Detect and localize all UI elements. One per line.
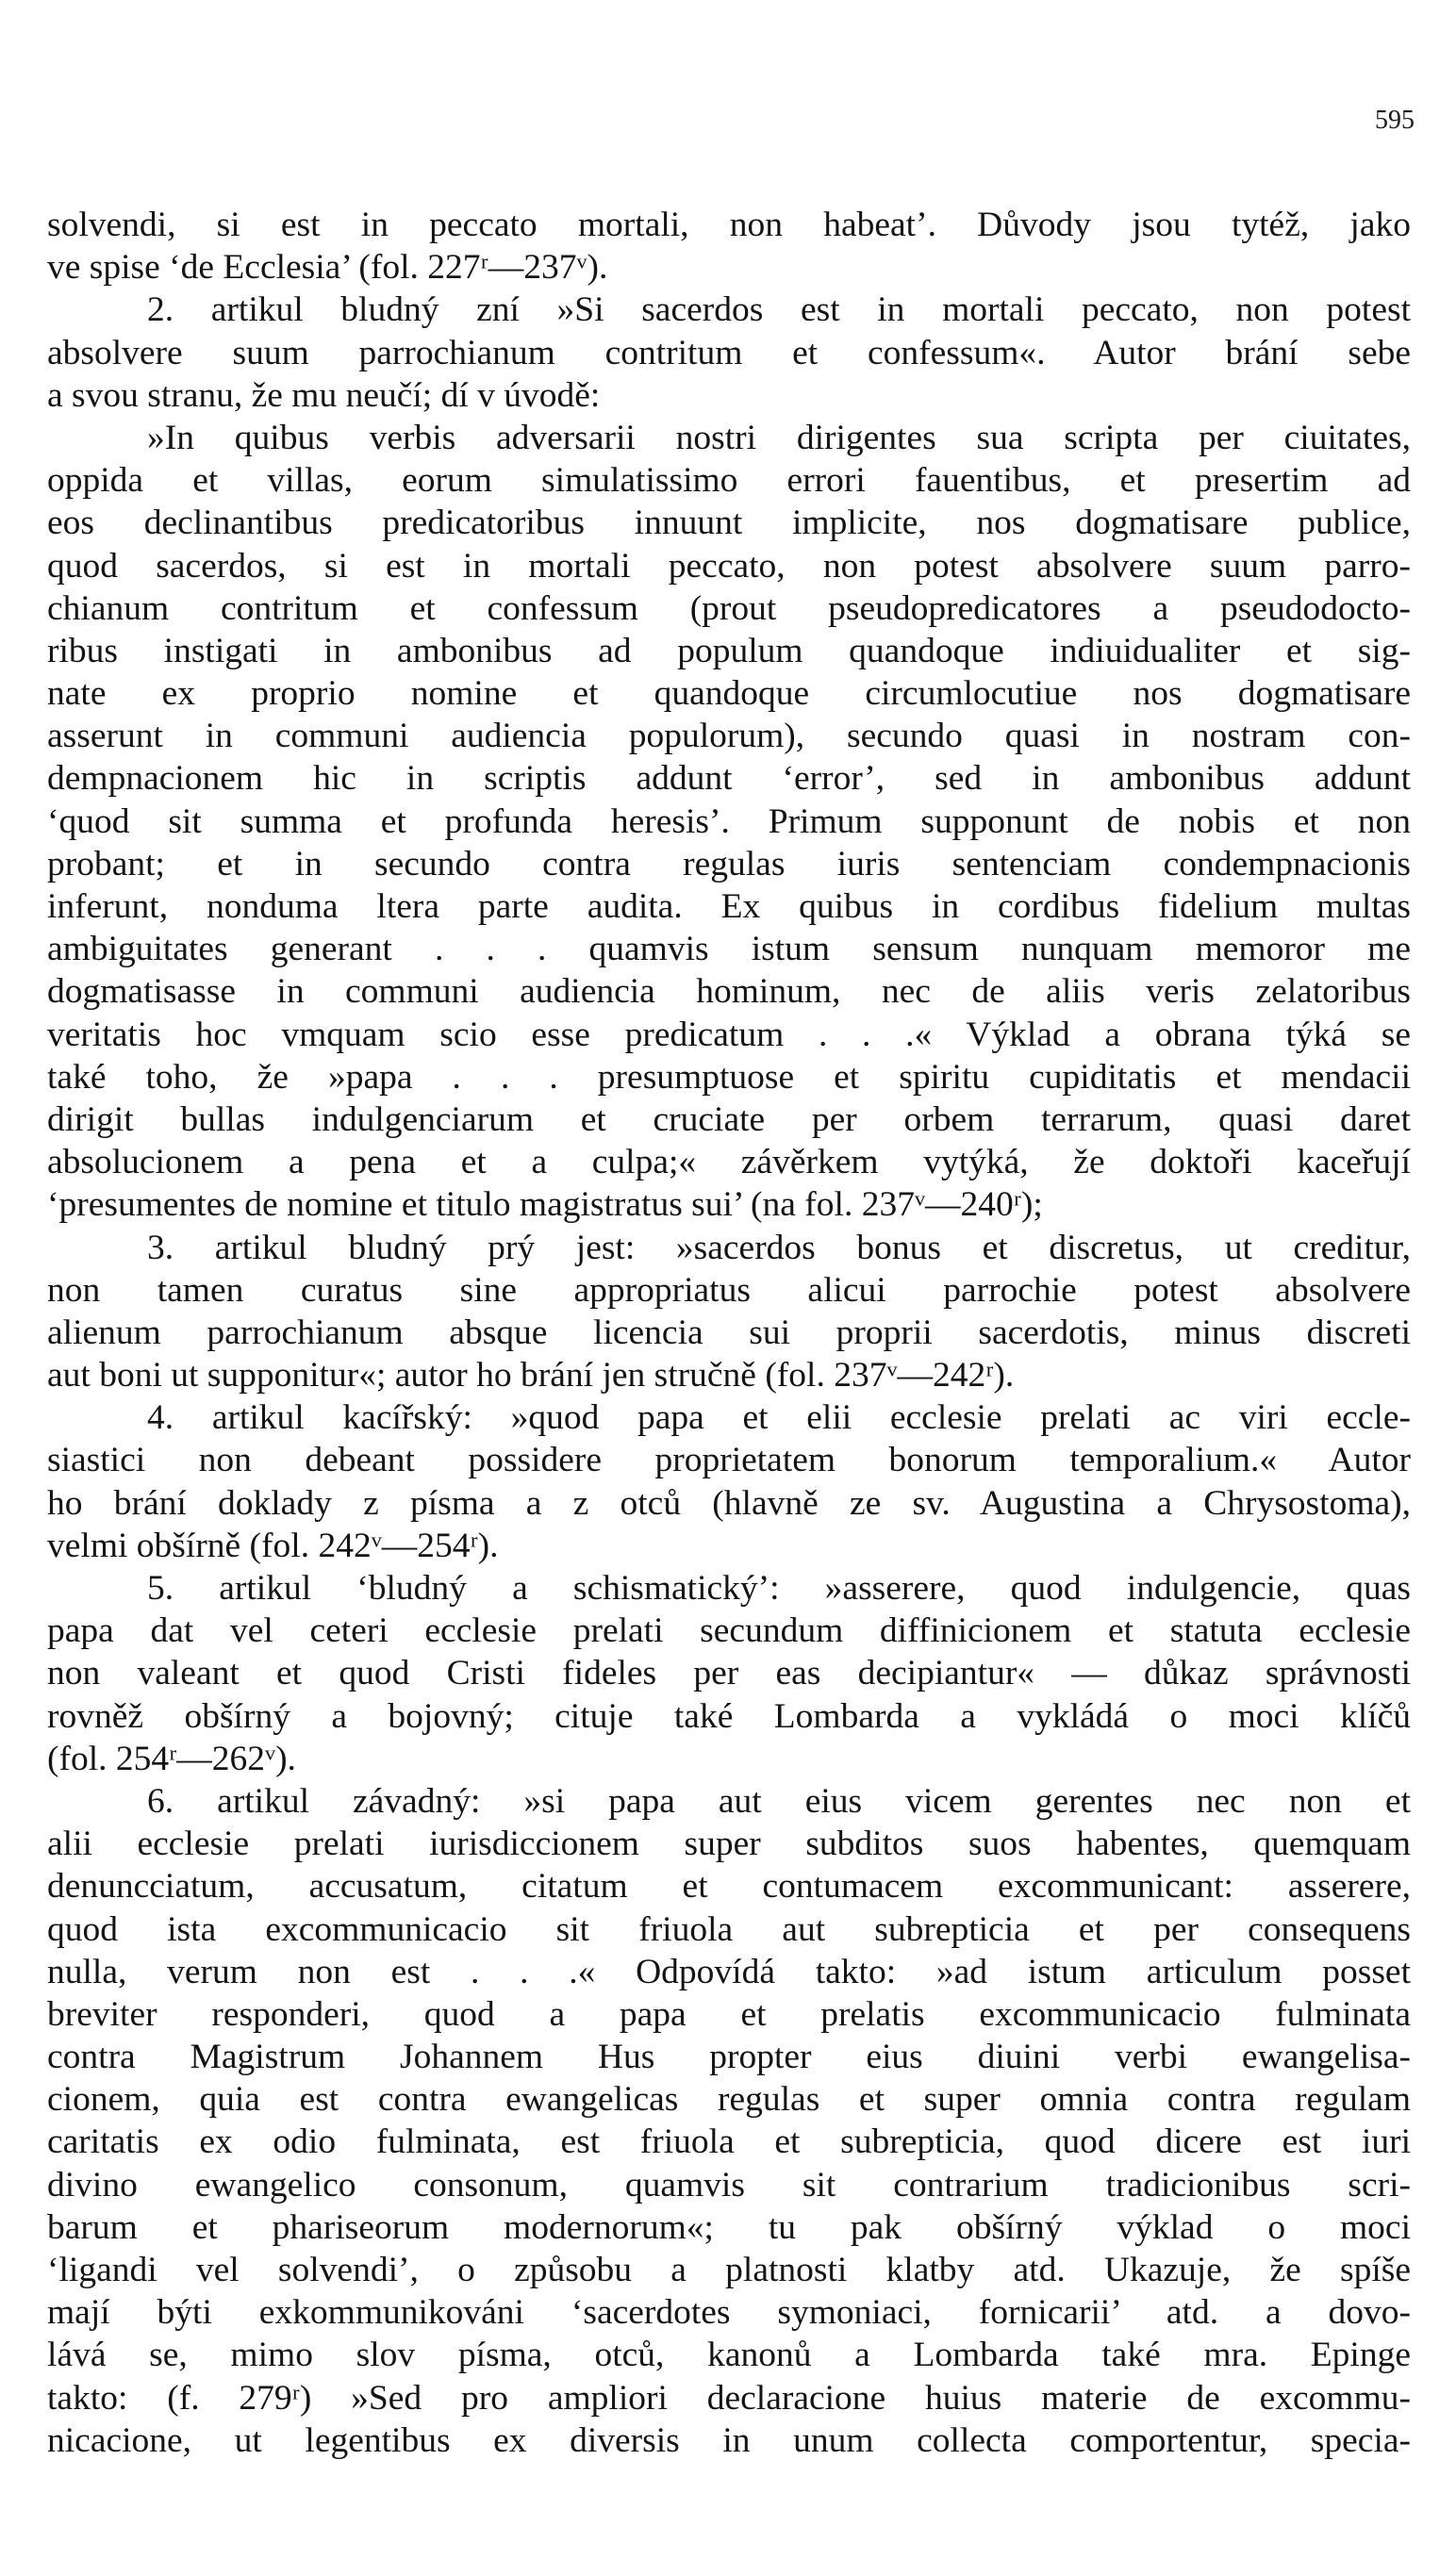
text-line: nulla, verum non est . . .« Odpovídá takto: »ad istum articulum posset (47, 1952, 1411, 1991)
text-line: ambiguitates generant . . . quamvis istum sensum nunquam memoror me (47, 930, 1411, 969)
text-line: (fol. 254ʳ—262ᵛ). (47, 1739, 296, 1778)
text-line: aut boni ut supponitur«; autor ho brání jen stručně (fol. 237ᵛ—242ʳ). (47, 1356, 1015, 1395)
text-line: 6. artikul závadný: »si papa aut eius vicem gerentes nec non et (147, 1781, 1411, 1821)
text-line: takto: (f. 279ʳ) »Sed pro ampliori declaracione huius materie de excommu- (47, 2378, 1411, 2418)
text-line: ‘quod sit summa et profunda heresis’. Primum supponunt de nobis et non (47, 801, 1411, 841)
text-line: nicacione, ut legentibus ex diversis in unum collecta comportentur, specia- (47, 2420, 1411, 2460)
text-line: absolvere suum parrochianum contritum et confessum«. Autor brání sebe (47, 333, 1411, 372)
text-line: barum et phariseorum modernorum«; tu pak obšírný výklad o moci (47, 2207, 1411, 2247)
text-line: 4. artikul kacířský: »quod papa et elii ecclesie prelati ac viri eccle- (147, 1398, 1411, 1438)
text-line: oppida et villas, eorum simulatissimo errori fauentibus, et presertim ad (47, 461, 1411, 501)
text-line: velmi obšírně (fol. 242ᵛ—254ʳ). (47, 1526, 499, 1565)
text-line: »In quibus verbis adversarii nostri dirigentes sua scripta per ciuitates, (147, 418, 1411, 457)
text-line: dogmatisasse in communi audiencia hominum, nec de aliis veris zelatoribus (47, 972, 1411, 1012)
page-number: 595 (1375, 106, 1415, 135)
text-line: inferunt, nonduma ltera parte audita. Ex quibus in cordibus fidelium multas (47, 887, 1411, 926)
text-line: eos declinantibus predicatoribus innuunt implicite, nos dogmatisare publice, (47, 504, 1411, 543)
text-line: contra Magistrum Johannem Hus propter eius diuini verbi ewangelisa- (47, 2038, 1411, 2077)
text-line: denuncciatum, accusatum, citatum et contumacem excommunicant: asserere, (47, 1867, 1411, 1907)
text-line: 3. artikul bludný prý jest: »sacerdos bonus et discretus, ut creditur, (147, 1228, 1411, 1267)
text-line: probant; et in secundo contra regulas iuris sentenciam condempnacionis (47, 844, 1411, 883)
text-line: také toho, že »papa . . . presumptuose et spiritu cupiditatis et mendacii (47, 1057, 1411, 1097)
text-line: ‘presumentes de nomine et titulo magistratus sui’ (na fol. 237ᵛ—240ʳ); (47, 1185, 1043, 1225)
text-line: divino ewangelico consonum, quamvis sit contrarium tradicionibus scri- (47, 2165, 1411, 2204)
text-line: asserunt in communi audiencia populorum), secundo quasi in nostram con- (47, 717, 1411, 756)
text-line: 5. artikul ‘bludný a schismatický’: »asserere, quod indulgencie, quas (147, 1569, 1411, 1608)
body-text (47, 204, 1411, 2462)
text-line: ‘ligandi vel solvendi’, o způsobu a platnosti klatby atd. Ukazuje, že spíše (47, 2251, 1411, 2289)
text-line: alienum parrochianum absque licencia sui proprii sacerdotis, minus discreti (47, 1313, 1411, 1352)
text-line: rovněž obšírný a bojovný; cituje také Lombarda a vykládá o moci klíčů (47, 1696, 1411, 1736)
text-line: alii ecclesie prelati iurisdiccionem super subditos suos habentes, quemquam (47, 1825, 1411, 1864)
text-line: mají býti exkommunikováni ‘sacerdotes symoniaci, fornicarii’ atd. a dovo- (47, 2293, 1411, 2333)
text-line: non valeant et quod Cristi fideles per eas decipiantur« — důkaz správnosti (47, 1654, 1411, 1693)
text-line: quod ista excommunicacio sit friuola aut subrepticia et per consequens (47, 1909, 1411, 1949)
text-line: siastici non debeant possidere proprietatem bonorum temporalium.« Autor (47, 1441, 1411, 1480)
text-line: ve spise ‘de Ecclesia’ (fol. 227ʳ—237ᵛ). (47, 248, 608, 288)
text-line: caritatis ex odio fulminata, est friuola et subrepticia, quod dicere est iuri (47, 2122, 1411, 2162)
text-line: chianum contritum et confessum (prout pseudopredicatores a pseudodocto- (47, 588, 1411, 628)
text-line: veritatis hoc vmquam scio esse predicatum . . .« Výklad a obrana týká se (47, 1015, 1411, 1054)
text-line: non tamen curatus sine appropriatus alicui parrochie potest absolvere (47, 1270, 1411, 1310)
text-line: dirigit bullas indulgenciarum et cruciate per orbem terrarum, quasi daret (47, 1099, 1411, 1139)
text-line: nate ex proprio nomine et quandoque circumlocutiue nos dogmatisare (47, 674, 1411, 714)
text-line: quod sacerdos, si est in mortali peccato, non potest absolvere suum parro- (47, 546, 1411, 586)
text-line: ho brání doklady z písma a z otců (hlavně ze sv. Augustina a Chrysostoma), (47, 1483, 1411, 1523)
text-line: papa dat vel ceteri ecclesie prelati secundum diffinicionem et statuta ecclesie (47, 1611, 1411, 1651)
text-line: a svou stranu, že mu neučí; dí v úvodě: (47, 375, 601, 415)
text-line: 2. artikul bludný zní »Si sacerdos est in mortali peccato, non potest (147, 290, 1411, 330)
text-line: cionem, quia est contra ewangelicas regulas et super omnia contra regulam (47, 2080, 1411, 2120)
text-line: lává se, mimo slov písma, otců, kanonů a Lombarda také mra. Epinge (47, 2336, 1411, 2375)
text-line: solvendi, si est in peccato mortali, non habeat’. Důvody jsou tytéž, jako (47, 206, 1411, 244)
text-line: breviter responderi, quod a papa et prelatis excommunicacio fulminata (47, 1994, 1411, 2034)
text-line: ribus instigati in ambonibus ad populum quandoque indiuidualiter et sig- (47, 631, 1411, 670)
text-line: dempnacionem hic in scriptis addunt ‘error’, sed in ambonibus addunt (47, 759, 1411, 799)
text-line: absolucionem a pena et a culpa;« závěrkem vytýká, že doktoři kaceřují (47, 1143, 1411, 1182)
